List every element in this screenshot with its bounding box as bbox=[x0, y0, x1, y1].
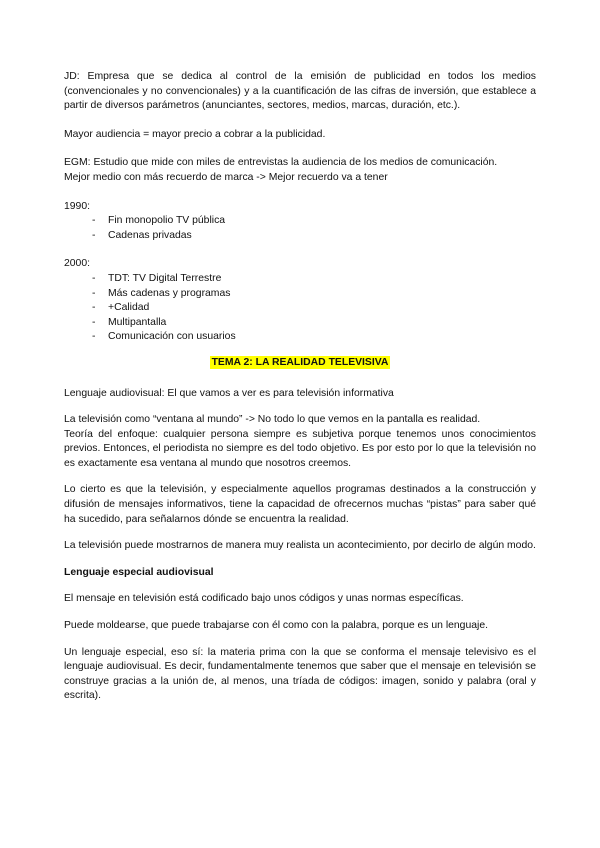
list-item: - Multipantalla bbox=[92, 316, 167, 328]
section-title: TEMA 2: LA REALIDAD TELEVISIVA bbox=[211, 356, 389, 368]
paragraph-egm: EGM: Estudio que mide con miles de entrevistas la audiencia de los medios de comunicación. bbox=[64, 157, 498, 169]
paragraph-audiencia: Mayor audiencia = mayor precio a cobrar a la publicidad. bbox=[64, 128, 326, 140]
paragraph-ventana: La televisión como “ventana al mundo” -> No todo lo que vemos en la pantalla es realidad. bbox=[64, 414, 481, 426]
paragraph-lenguaje-especial: Un lenguaje especial, eso sí: la materia prima con la que se conforma el mensaje televisivo es el lenguaje audiovisual. Es decir, fundamentalmente tenemos que saber que el mensaje en televisión se construye gracias a la unión de, al menos, una tríada de códigos: imagen, sonido y palabra (oral y escrita). bbox=[64, 646, 536, 702]
list-item: - Fin monopolio TV pública bbox=[92, 215, 226, 227]
paragraph-recuerdo: Mejor medio con más recuerdo de marca -> Mejor recuerdo va a tener bbox=[64, 171, 388, 183]
year-1990-label: 1990: bbox=[64, 200, 91, 212]
year-2000-label: 2000: bbox=[64, 258, 91, 270]
paragraph-lenguaje-audiovisual: Lenguaje audiovisual: El que vamos a ver es para televisión informativa bbox=[64, 387, 394, 399]
paragraph-teoria-enfoque: Teoría del enfoque: cualquier persona siempre es subjetiva porque tenemos unos conocimientos previos. Entonces, el periodista no siempre es del todo objetivo. Es por esto por lo que la televisión no es exactamente esa ventana al mundo que nosotros creemos. bbox=[64, 428, 536, 469]
list-item: - +Calidad bbox=[92, 302, 150, 314]
list-item: - Comunicación con usuarios bbox=[92, 331, 236, 343]
document-page bbox=[64, 70, 536, 704]
list-item: - Más cadenas y programas bbox=[92, 287, 231, 299]
list-item: - Cadenas privadas bbox=[92, 229, 192, 241]
list-1990 bbox=[64, 214, 536, 243]
paragraph-lo-cierto: Lo cierto es que la televisión, y especialmente aquellos programas destinados a la construcción y difusión de mensajes informativos, tiene la capacidad de ofrecernos muchas “pistas” para saber qué ha sucedido, para señalarnos dónde se encuentra la realidad. bbox=[64, 484, 536, 525]
paragraph-realista: La televisión puede mostrarnos de manera muy realista un acontecimiento, por decirlo de algún modo. bbox=[64, 540, 536, 552]
paragraph-mensaje: El mensaje en televisión está codificado bajo unos códigos y unas normas específicas. bbox=[64, 593, 464, 605]
paragraph-jd: JD: Empresa que se dedica al control de la emisión de publicidad en todos los medios (convencionales y no convencionales) y a la cuantificación de las cifras de inversión, que establece a partir de diversos parámetros (anunciantes, sectores, medios, marcas, duración, etc.). bbox=[64, 71, 536, 112]
subheading: Lenguaje especial audiovisual bbox=[64, 566, 214, 578]
list-item: - TDT: TV Digital Terrestre bbox=[92, 272, 222, 284]
list-2000 bbox=[64, 272, 536, 345]
paragraph-moldearse: Puede moldearse, que puede trabajarse con él como con la palabra, porque es un lenguaje. bbox=[64, 620, 488, 632]
